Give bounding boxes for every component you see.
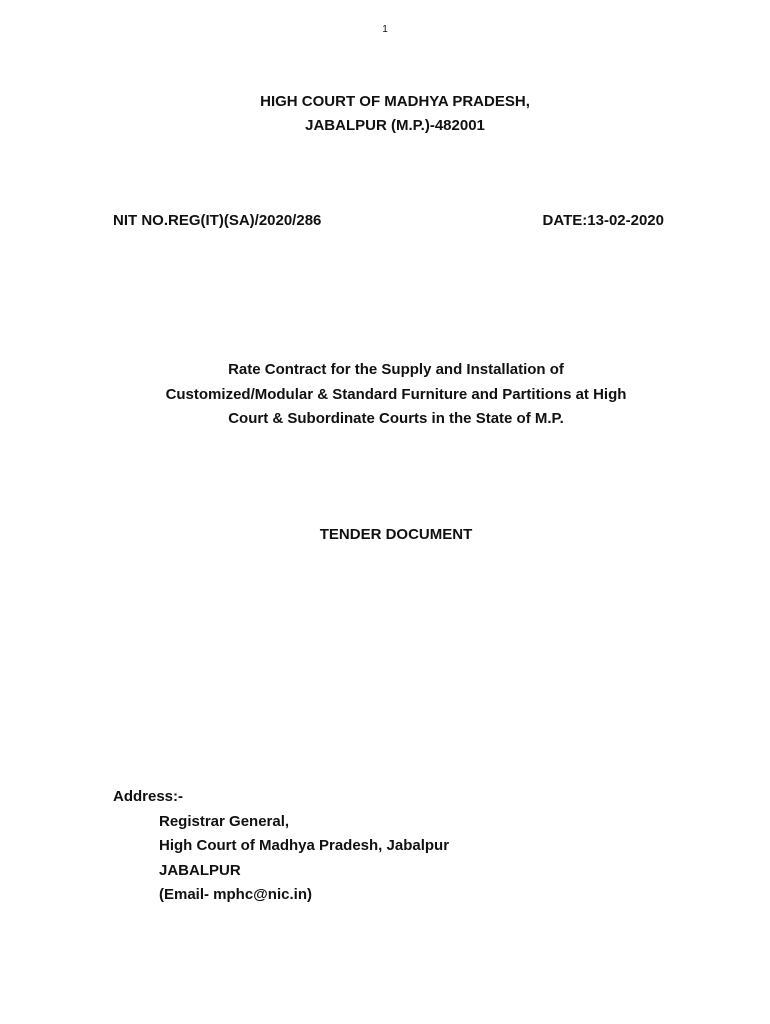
address-block (113, 785, 449, 908)
address-line: Registrar General, (159, 812, 290, 830)
address-email: (Email- mphc@nic.in) (159, 886, 312, 903)
tender-subject (0, 358, 770, 432)
page-number: 1 (382, 24, 388, 35)
address-line: High Court of Madhya Pradesh, Jabalpur (159, 837, 450, 854)
court-name: HIGH COURT OF MADHYA PRADESH, (260, 93, 530, 110)
address-line: JABALPUR (159, 861, 241, 879)
document-title: TENDER DOCUMENT (319, 526, 473, 543)
court-location: JABALPUR (M.P.)-482001 (305, 117, 485, 134)
nit-number: NIT NO.REG(IT)(SA)/2020/286 (113, 212, 322, 229)
address-label: Address:- (113, 788, 184, 805)
subject-line: Court & Subordinate Courts in the State of M.P. (228, 410, 564, 427)
reference-row (113, 212, 664, 229)
subject-line: Rate Contract for the Supply and Installation of (228, 361, 564, 378)
nit-date: DATE:13-02-2020 (542, 212, 664, 229)
address-lines (113, 810, 449, 908)
court-header (0, 90, 770, 138)
subject-line: Customized/Modular & Standard Furniture and Partitions at High (165, 385, 627, 403)
